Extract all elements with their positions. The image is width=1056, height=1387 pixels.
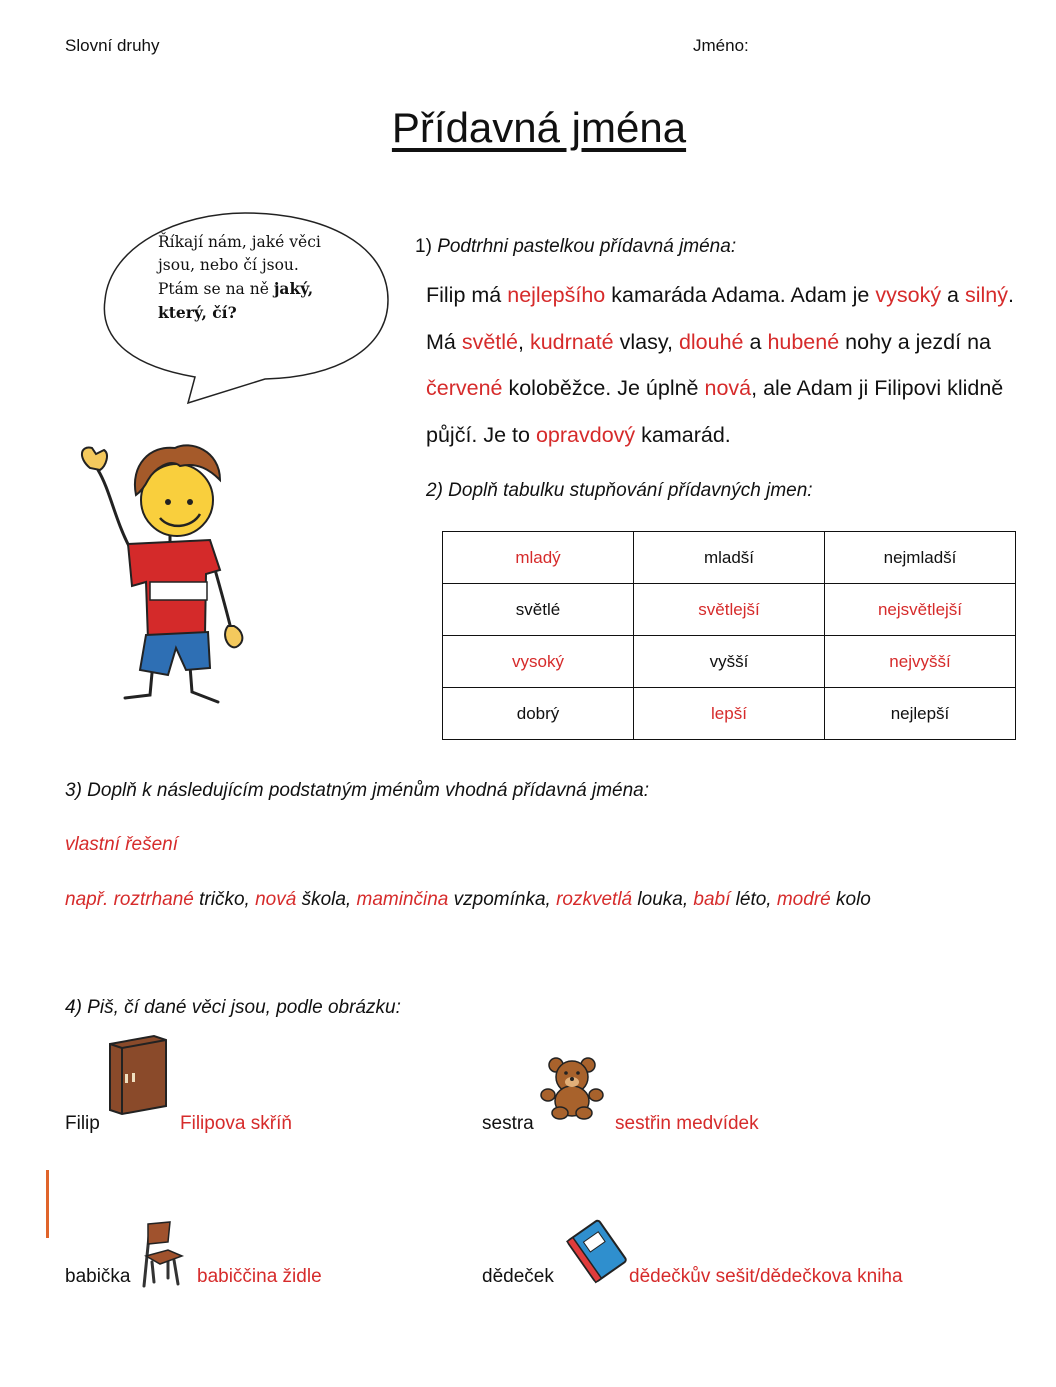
text-segment: tričko, bbox=[193, 889, 256, 910]
table-cell: světlejší bbox=[634, 584, 825, 636]
task4-instruction: 4) Piš, čí dané věci jsou, podle obrázku: bbox=[65, 997, 401, 1018]
page-title: Přídavná jména bbox=[391, 104, 687, 151]
owner-filip: Filip bbox=[65, 1113, 100, 1134]
adjective-highlight: nová bbox=[255, 889, 297, 910]
text-segment: louka, bbox=[632, 889, 694, 910]
text-segment: nohy a jezdí na bbox=[839, 329, 991, 354]
text-segment: , bbox=[518, 329, 530, 354]
owner-sestra: sestra bbox=[482, 1113, 534, 1134]
adjective-highlight: modré bbox=[776, 889, 831, 910]
adjective-highlight: červené bbox=[426, 376, 503, 400]
adjective-highlight: např. roztrhané bbox=[65, 889, 194, 910]
teddy-bear-icon bbox=[540, 1055, 604, 1121]
table-cell: světlé bbox=[443, 584, 634, 636]
owner-dedecek: dědeček bbox=[482, 1266, 554, 1287]
adjective-highlight: opravdový bbox=[535, 422, 636, 447]
text-segment: , ale Adam ji Filipovi klidně půjčí. Je to bbox=[426, 376, 1004, 447]
text-segment: vlasy, bbox=[613, 329, 679, 354]
answer-babicka: babiččina židle bbox=[197, 1266, 322, 1287]
text-segment: škola, bbox=[296, 889, 357, 910]
comparison-table bbox=[442, 531, 1016, 740]
table-row bbox=[443, 532, 1016, 584]
adjective-highlight: silný bbox=[964, 283, 1008, 307]
text-segment: kamaráda Adama. Adam je bbox=[605, 283, 876, 307]
owner-babicka: babička bbox=[65, 1266, 131, 1287]
text-segment: koloběžce. Je úplně bbox=[502, 376, 705, 400]
table-row bbox=[443, 636, 1016, 688]
text-segment: kamarád. bbox=[635, 422, 731, 447]
task3-instruction: 3) Doplň k následujícím podstatným jménům vhodná přídavná jména: bbox=[65, 780, 650, 801]
adjective-highlight: vysoký bbox=[875, 283, 942, 307]
task2-instruction: 2) Doplň tabulku stupňování přídavných jmen: bbox=[426, 480, 813, 501]
wardrobe-icon bbox=[106, 1034, 170, 1116]
task3-answer-line bbox=[65, 889, 871, 911]
text-segment: a bbox=[743, 329, 768, 354]
adjective-highlight: babí bbox=[693, 889, 731, 910]
adjective-highlight: nová bbox=[704, 376, 752, 400]
answer-dedecek: dědečkův sešit/dědečkova kniha bbox=[629, 1266, 903, 1287]
adjective-highlight: hubené bbox=[767, 329, 840, 354]
answer-sestra: sestřin medvídek bbox=[615, 1113, 759, 1134]
table-cell: vyšší bbox=[634, 636, 825, 688]
text-segment: vzpomínka, bbox=[448, 889, 557, 910]
table-cell: nejmladší bbox=[825, 532, 1016, 584]
adjective-highlight: světlé bbox=[461, 329, 519, 354]
answer-filip: Filipova skříň bbox=[180, 1113, 292, 1134]
text-segment: . Má bbox=[426, 283, 1014, 354]
adjective-highlight: kudrnaté bbox=[529, 329, 614, 354]
table-cell: dobrý bbox=[443, 688, 634, 740]
table-row bbox=[443, 584, 1016, 636]
subject-label: Slovní druhy bbox=[65, 36, 160, 55]
adjective-highlight: maminčina bbox=[356, 889, 449, 910]
book-icon bbox=[566, 1218, 628, 1284]
adjective-highlight: nejlepšího bbox=[507, 283, 606, 307]
table-cell: nejsvětlejší bbox=[825, 584, 1016, 636]
boy-illustration-icon bbox=[70, 440, 250, 710]
adjective-highlight: dlouhé bbox=[678, 329, 744, 354]
table-cell: nejvyšší bbox=[825, 636, 1016, 688]
adjective-highlight: rozkvetlá bbox=[556, 889, 633, 910]
table-cell: vysoký bbox=[443, 636, 634, 688]
chair-icon bbox=[138, 1220, 186, 1292]
table-cell: lepší bbox=[634, 688, 825, 740]
text-segment: kolo bbox=[830, 889, 871, 910]
bubble-text: Říkají nám, jaké věci jsou, nebo čí jsou. Ptám se na ně jaký, který, čí? bbox=[158, 233, 321, 322]
table-cell: mladý bbox=[443, 532, 634, 584]
text-segment: léto, bbox=[730, 889, 777, 910]
text-segment: a bbox=[941, 283, 965, 307]
name-label: Jméno: bbox=[693, 36, 749, 55]
text-segment: Filip má bbox=[426, 283, 508, 307]
table-row bbox=[443, 688, 1016, 740]
table-cell: mladší bbox=[634, 532, 825, 584]
task3-note: vlastní řešení bbox=[65, 834, 178, 855]
story-paragraph bbox=[426, 272, 1026, 458]
accent-bar bbox=[46, 1170, 49, 1238]
table-cell: nejlepší bbox=[825, 688, 1016, 740]
task1-instruction: 1) Podtrhni pastelkou přídavná jména: bbox=[415, 236, 737, 257]
